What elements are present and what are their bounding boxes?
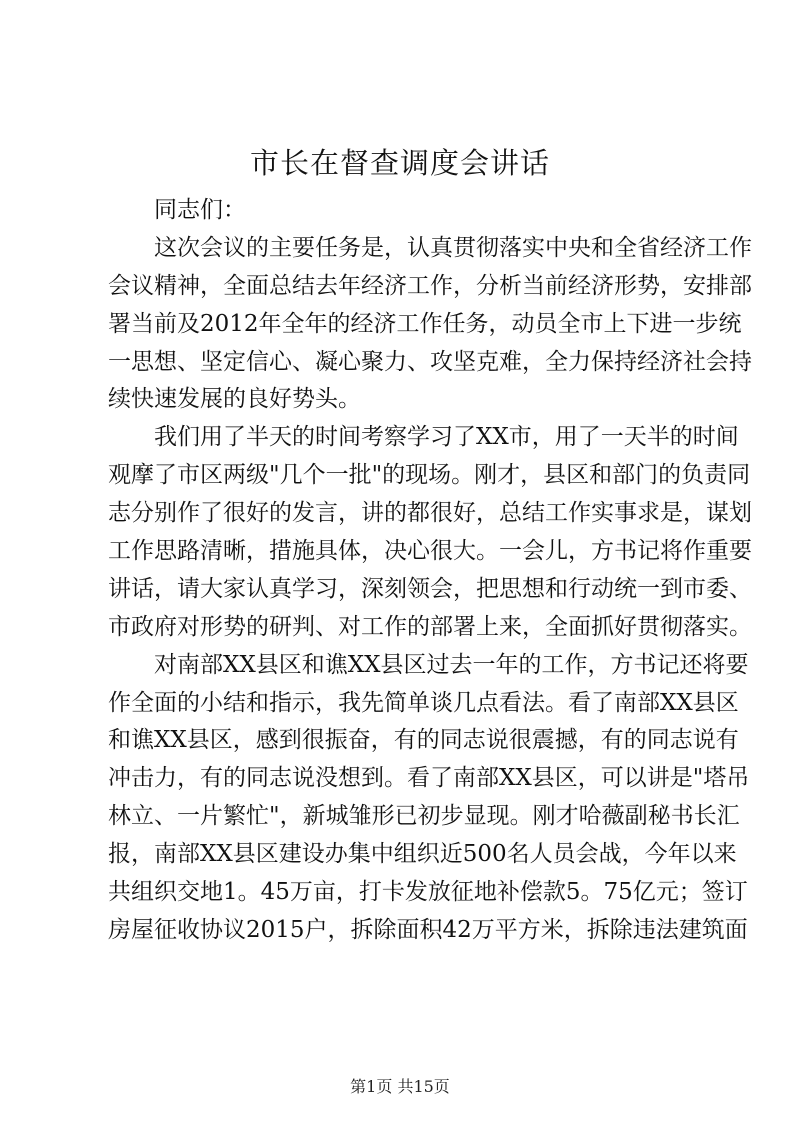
text-line: 和谯XX县区，感到很振奋，有的同志说很震撼，有的同志说有 bbox=[108, 727, 739, 754]
text-line: 这次会议的主要任务是，认真贯彻落实中央和全省经济工作 bbox=[108, 234, 752, 261]
text-line: 同志们： bbox=[108, 197, 246, 223]
text-line: 志分别作了很好的发言，讲的都很好，总结工作实事求是，谋划 bbox=[108, 500, 752, 527]
text-line: 会议精神，全面总结去年经济工作，分析当前经济形势，安排部 bbox=[108, 272, 752, 299]
text-line: 市政府对形势的研判、对工作的部署上来，全面抓好贯彻落实。 bbox=[108, 613, 752, 640]
text-line: 共组织交地1。45万亩，打卡发放征地补偿款5。75亿元；签订 bbox=[108, 879, 748, 906]
text-line: 我们用了半天的时间考察学习了XX市，用了一天半的时间 bbox=[108, 424, 739, 451]
text-line: 报，南部XX县区建设办集中组织近500名人员会战，今年以来 bbox=[108, 841, 737, 868]
page-footer: 第1页 共15页 bbox=[350, 1077, 450, 1096]
text-line: 讲话，请大家认真学习，深刻领会，把思想和行动统一到市委、 bbox=[108, 575, 752, 602]
text-line: 观摩了市区两级"几个一批"的现场。刚才，县区和部门的负责同 bbox=[108, 462, 751, 489]
text-line: 作全面的小结和指示，我先简单谈几点看法。看了南部XX县区 bbox=[108, 689, 739, 716]
text-line: 一思想、坚定信心、凝心聚力、攻坚克难，全力保持经济社会持 bbox=[108, 348, 752, 375]
text-line: 冲击力，有的同志说没想到。看了南部XX县区，可以讲是"塔吊 bbox=[108, 765, 750, 792]
text-line: 房屋征收协议2015户，拆除面积42万平方米，拆除违法建筑面 bbox=[108, 916, 748, 943]
text-line: 署当前及2012年全年的经济工作任务，动员全市上下进一步统 bbox=[108, 310, 742, 337]
text-line: 林立、一片繁忙"，新城雏形已初步显现。刚才哈薇副秘书长汇 bbox=[108, 803, 740, 830]
document-title: 市长在督查调度会讲话 bbox=[249, 146, 550, 180]
text-line: 续快速发展的良好势头。 bbox=[108, 386, 361, 413]
text-line: 对南部XX县区和谯XX县区过去一年的工作，方书记还将要 bbox=[108, 651, 749, 678]
document-body bbox=[108, 191, 752, 949]
text-line: 工作思路清晰，措施具体，决心很大。一会儿，方书记将作重要 bbox=[108, 538, 752, 565]
